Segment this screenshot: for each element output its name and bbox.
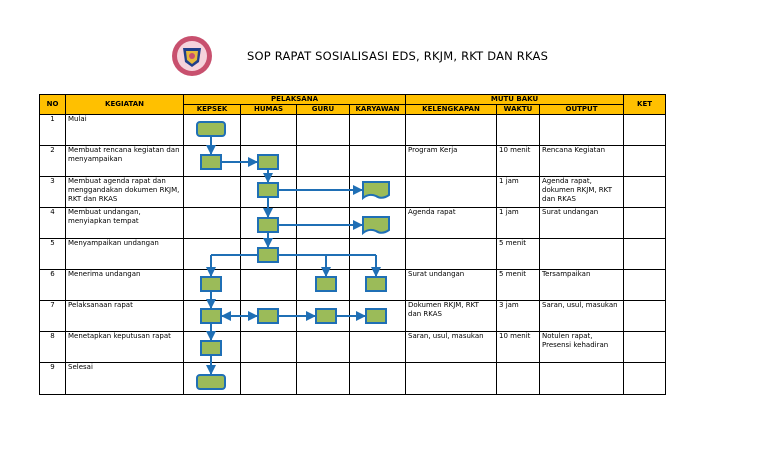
cell-humas: [241, 146, 297, 177]
cell-guru: [297, 363, 350, 395]
cell-ket: [624, 115, 666, 146]
table-row: [40, 332, 666, 363]
cell-output: Notulen rapat, Presensi kehadiran: [540, 332, 624, 363]
cell-humas: [241, 208, 297, 239]
cell-kegiatan: Selesai: [66, 363, 184, 395]
cell-karyawan: [350, 332, 406, 363]
table-row: [40, 115, 666, 146]
cell-kelengkapan: Agenda rapat: [406, 208, 497, 239]
cell-karyawan: [350, 270, 406, 301]
cell-kelengkapan: Program Kerja: [406, 146, 497, 177]
table-row: [40, 208, 666, 239]
cell-kepsek: [184, 363, 241, 395]
header-guru: GURU: [297, 105, 350, 115]
cell-output: Agenda rapat, dokumen RKJM, RKT dan RKAS: [540, 177, 624, 208]
cell-no: 9: [40, 363, 66, 395]
cell-ket: [624, 270, 666, 301]
cell-ket: [624, 208, 666, 239]
cell-guru: [297, 332, 350, 363]
cell-waktu: 1 jam: [497, 208, 540, 239]
table-row: [40, 363, 666, 395]
cell-guru: [297, 115, 350, 146]
cell-humas: [241, 332, 297, 363]
cell-kegiatan: Menyampaikan undangan: [66, 239, 184, 270]
header-humas: HUMAS: [241, 105, 297, 115]
cell-kegiatan: Membuat rencana kegiatan dan menyampaikan: [66, 146, 184, 177]
cell-no: 3: [40, 177, 66, 208]
cell-ket: [624, 332, 666, 363]
cell-guru: [297, 301, 350, 332]
cell-output: Surat undangan: [540, 208, 624, 239]
cell-kegiatan: Mulai: [66, 115, 184, 146]
cell-kegiatan: Membuat agenda rapat dan menggandakan dokumen RKJM, RKT dan RKAS: [66, 177, 184, 208]
cell-ket: [624, 239, 666, 270]
cell-karyawan: [350, 208, 406, 239]
cell-kepsek: [184, 177, 241, 208]
cell-guru: [297, 146, 350, 177]
cell-waktu: 10 menit: [497, 332, 540, 363]
cell-kepsek: [184, 332, 241, 363]
table-row: [40, 239, 666, 270]
cell-no: 6: [40, 270, 66, 301]
cell-kepsek: [184, 208, 241, 239]
cell-humas: [241, 177, 297, 208]
cell-kelengkapan: [406, 363, 497, 395]
cell-kelengkapan: [406, 115, 497, 146]
header-waktu: WAKTU: [497, 105, 540, 115]
header-pelaksana: PELAKSANA: [184, 95, 406, 105]
cell-ket: [624, 363, 666, 395]
header-ket: KET: [624, 95, 666, 115]
cell-karyawan: [350, 177, 406, 208]
cell-karyawan: [350, 115, 406, 146]
cell-waktu: 5 menit: [497, 239, 540, 270]
cell-ket: [624, 146, 666, 177]
table-row: [40, 270, 666, 301]
cell-ket: [624, 177, 666, 208]
cell-waktu: 1 jam: [497, 177, 540, 208]
table-row: [40, 301, 666, 332]
cell-kepsek: [184, 115, 241, 146]
cell-ket: [624, 301, 666, 332]
cell-humas: [241, 270, 297, 301]
header-kepsek: KEPSEK: [184, 105, 241, 115]
school-logo: [172, 36, 212, 76]
cell-humas: [241, 363, 297, 395]
cell-kepsek: [184, 270, 241, 301]
cell-output: Tersampaikan: [540, 270, 624, 301]
cell-no: 7: [40, 301, 66, 332]
cell-kelengkapan: Surat undangan: [406, 270, 497, 301]
cell-waktu: [497, 115, 540, 146]
table-row: [40, 177, 666, 208]
header-kelengkapan: KELENGKAPAN: [406, 105, 497, 115]
cell-kegiatan: Membuat undangan, menyiapkan tempat: [66, 208, 184, 239]
cell-humas: [241, 115, 297, 146]
header-no: NO: [40, 95, 66, 115]
cell-no: 4: [40, 208, 66, 239]
cell-no: 8: [40, 332, 66, 363]
cell-guru: [297, 177, 350, 208]
cell-waktu: 5 menit: [497, 270, 540, 301]
cell-guru: [297, 208, 350, 239]
cell-output: Rencana Kegiatan: [540, 146, 624, 177]
cell-kelengkapan: Dokumen RKJM, RKT dan RKAS: [406, 301, 497, 332]
cell-output: [540, 115, 624, 146]
cell-humas: [241, 301, 297, 332]
cell-no: 1: [40, 115, 66, 146]
cell-karyawan: [350, 146, 406, 177]
header-mutu-baku: MUTU BAKU: [406, 95, 624, 105]
cell-no: 5: [40, 239, 66, 270]
cell-humas: [241, 239, 297, 270]
cell-no: 2: [40, 146, 66, 177]
cell-guru: [297, 270, 350, 301]
header-karyawan: KARYAWAN: [350, 105, 406, 115]
cell-kegiatan: Menetapkan keputusan rapat: [66, 332, 184, 363]
cell-kepsek: [184, 239, 241, 270]
cell-waktu: 3 jam: [497, 301, 540, 332]
sop-table: [39, 94, 666, 395]
cell-output: Saran, usul, masukan: [540, 301, 624, 332]
cell-guru: [297, 239, 350, 270]
cell-output: [540, 363, 624, 395]
table-row: [40, 146, 666, 177]
cell-kegiatan: Pelaksanaan rapat: [66, 301, 184, 332]
cell-kepsek: [184, 146, 241, 177]
cell-waktu: 10 menit: [497, 146, 540, 177]
cell-kegiatan: Menerima undangan: [66, 270, 184, 301]
cell-karyawan: [350, 363, 406, 395]
cell-kelengkapan: Saran, usul, masukan: [406, 332, 497, 363]
cell-karyawan: [350, 301, 406, 332]
cell-output: [540, 239, 624, 270]
cell-kelengkapan: [406, 239, 497, 270]
page-title: SOP RAPAT SOSIALISASI EDS, RKJM, RKT DAN RKAS: [247, 49, 549, 63]
cell-waktu: [497, 363, 540, 395]
header-output: OUTPUT: [540, 105, 624, 115]
cell-kelengkapan: [406, 177, 497, 208]
cell-kepsek: [184, 301, 241, 332]
header-kegiatan: KEGIATAN: [66, 95, 184, 115]
cell-karyawan: [350, 239, 406, 270]
